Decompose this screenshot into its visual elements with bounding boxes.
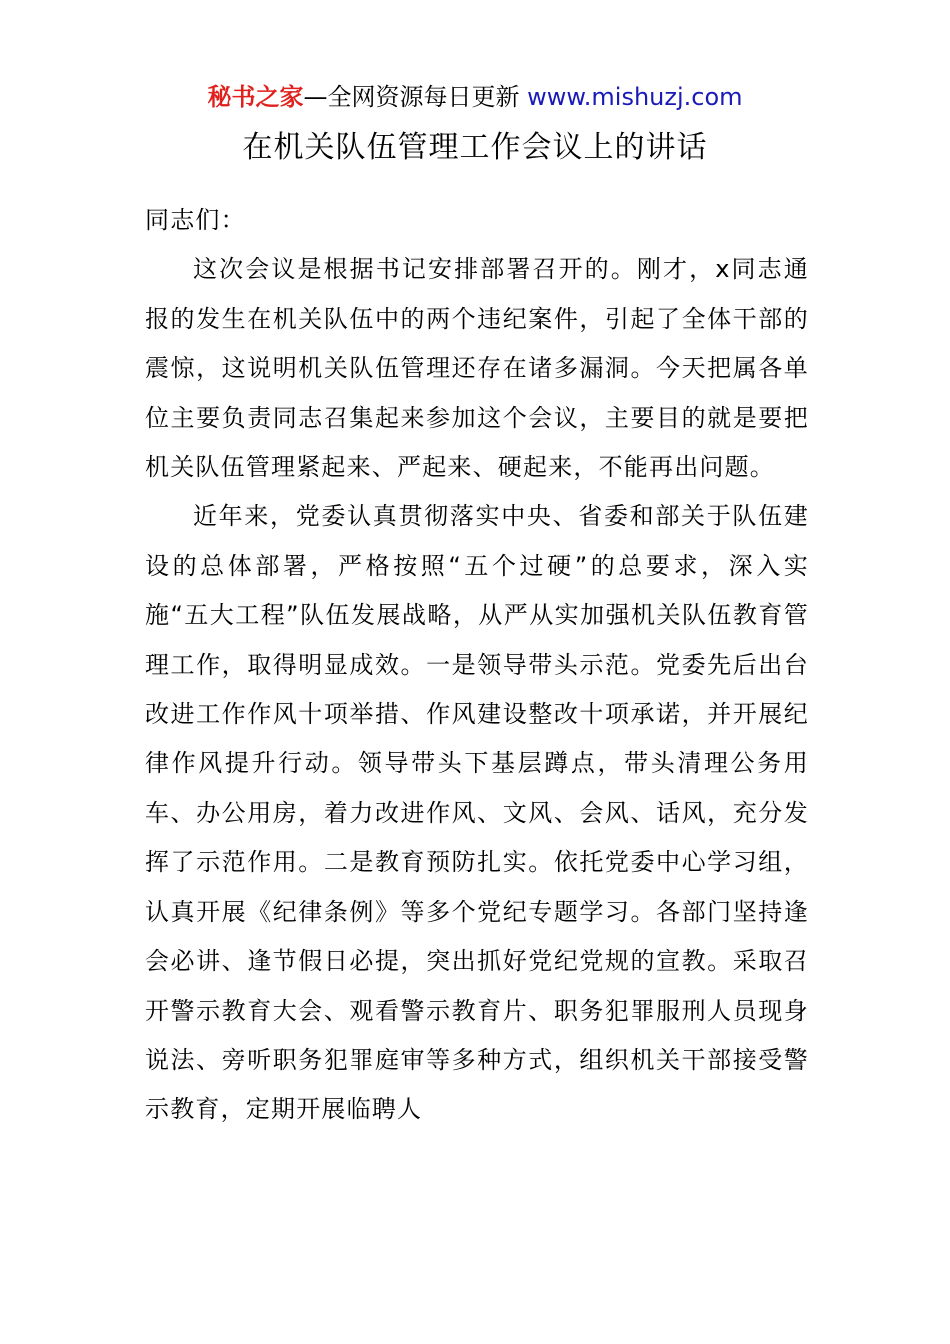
paragraph: 近年来，党委认真贯彻落实中央、省委和部关于队伍建设的总体部署，严格按照“五个过硬”的总要求，深入实施“五大工程”队伍发展战略，从严从实加强机关队伍教育管理工作，取得明显成效。一是领导带头示范。党委先后出台改进工作作风十项举措、作风建设整改十项承诺，并开展纪律作风提升行动。领导带头下基层蹲点，带头清理公务用车、办公用房，着力改进作风、文风、会风、话风，充分发挥了示范作用。二是教育预防扎实。依托党委中心学习组，认真开展《纪律条例》等多个党纪专题学习。各部门坚持逢会必讲、逢节假日必提，突出抓好党纪党规的宣教。采取召开警示教育大会、观看警示教育片、职务犯罪服刑人员现身说法、旁听职务犯罪庭审等多种方式，组织机关干部接受警示教育，定期开展临聘人 bbox=[145, 502, 809, 1124]
paragraph: 这次会议是根据书记安排部署召开的。刚才，x同志通报的发生在机关队伍中的两个违纪案件，引起了全体干部的震惊，这说明机关队伍管理还存在诸多漏洞。今天把属各单位主要负责同志召集起来参加这个会议，主要目的就是要把机关队伍管理紧起来、严起来、硬起来，不能再出问题。 bbox=[145, 255, 809, 482]
document-title: 在机关队伍管理工作会议上的讲话 bbox=[242, 130, 708, 165]
site-header bbox=[0, 80, 950, 114]
document-body bbox=[145, 196, 809, 1135]
salutation: 同志们： bbox=[145, 206, 246, 234]
site-tagline: —全网资源每日更新 bbox=[303, 83, 528, 111]
site-url[interactable]: www.mishuzj.com bbox=[527, 83, 743, 111]
site-brand: 秘书之家 bbox=[207, 83, 304, 111]
